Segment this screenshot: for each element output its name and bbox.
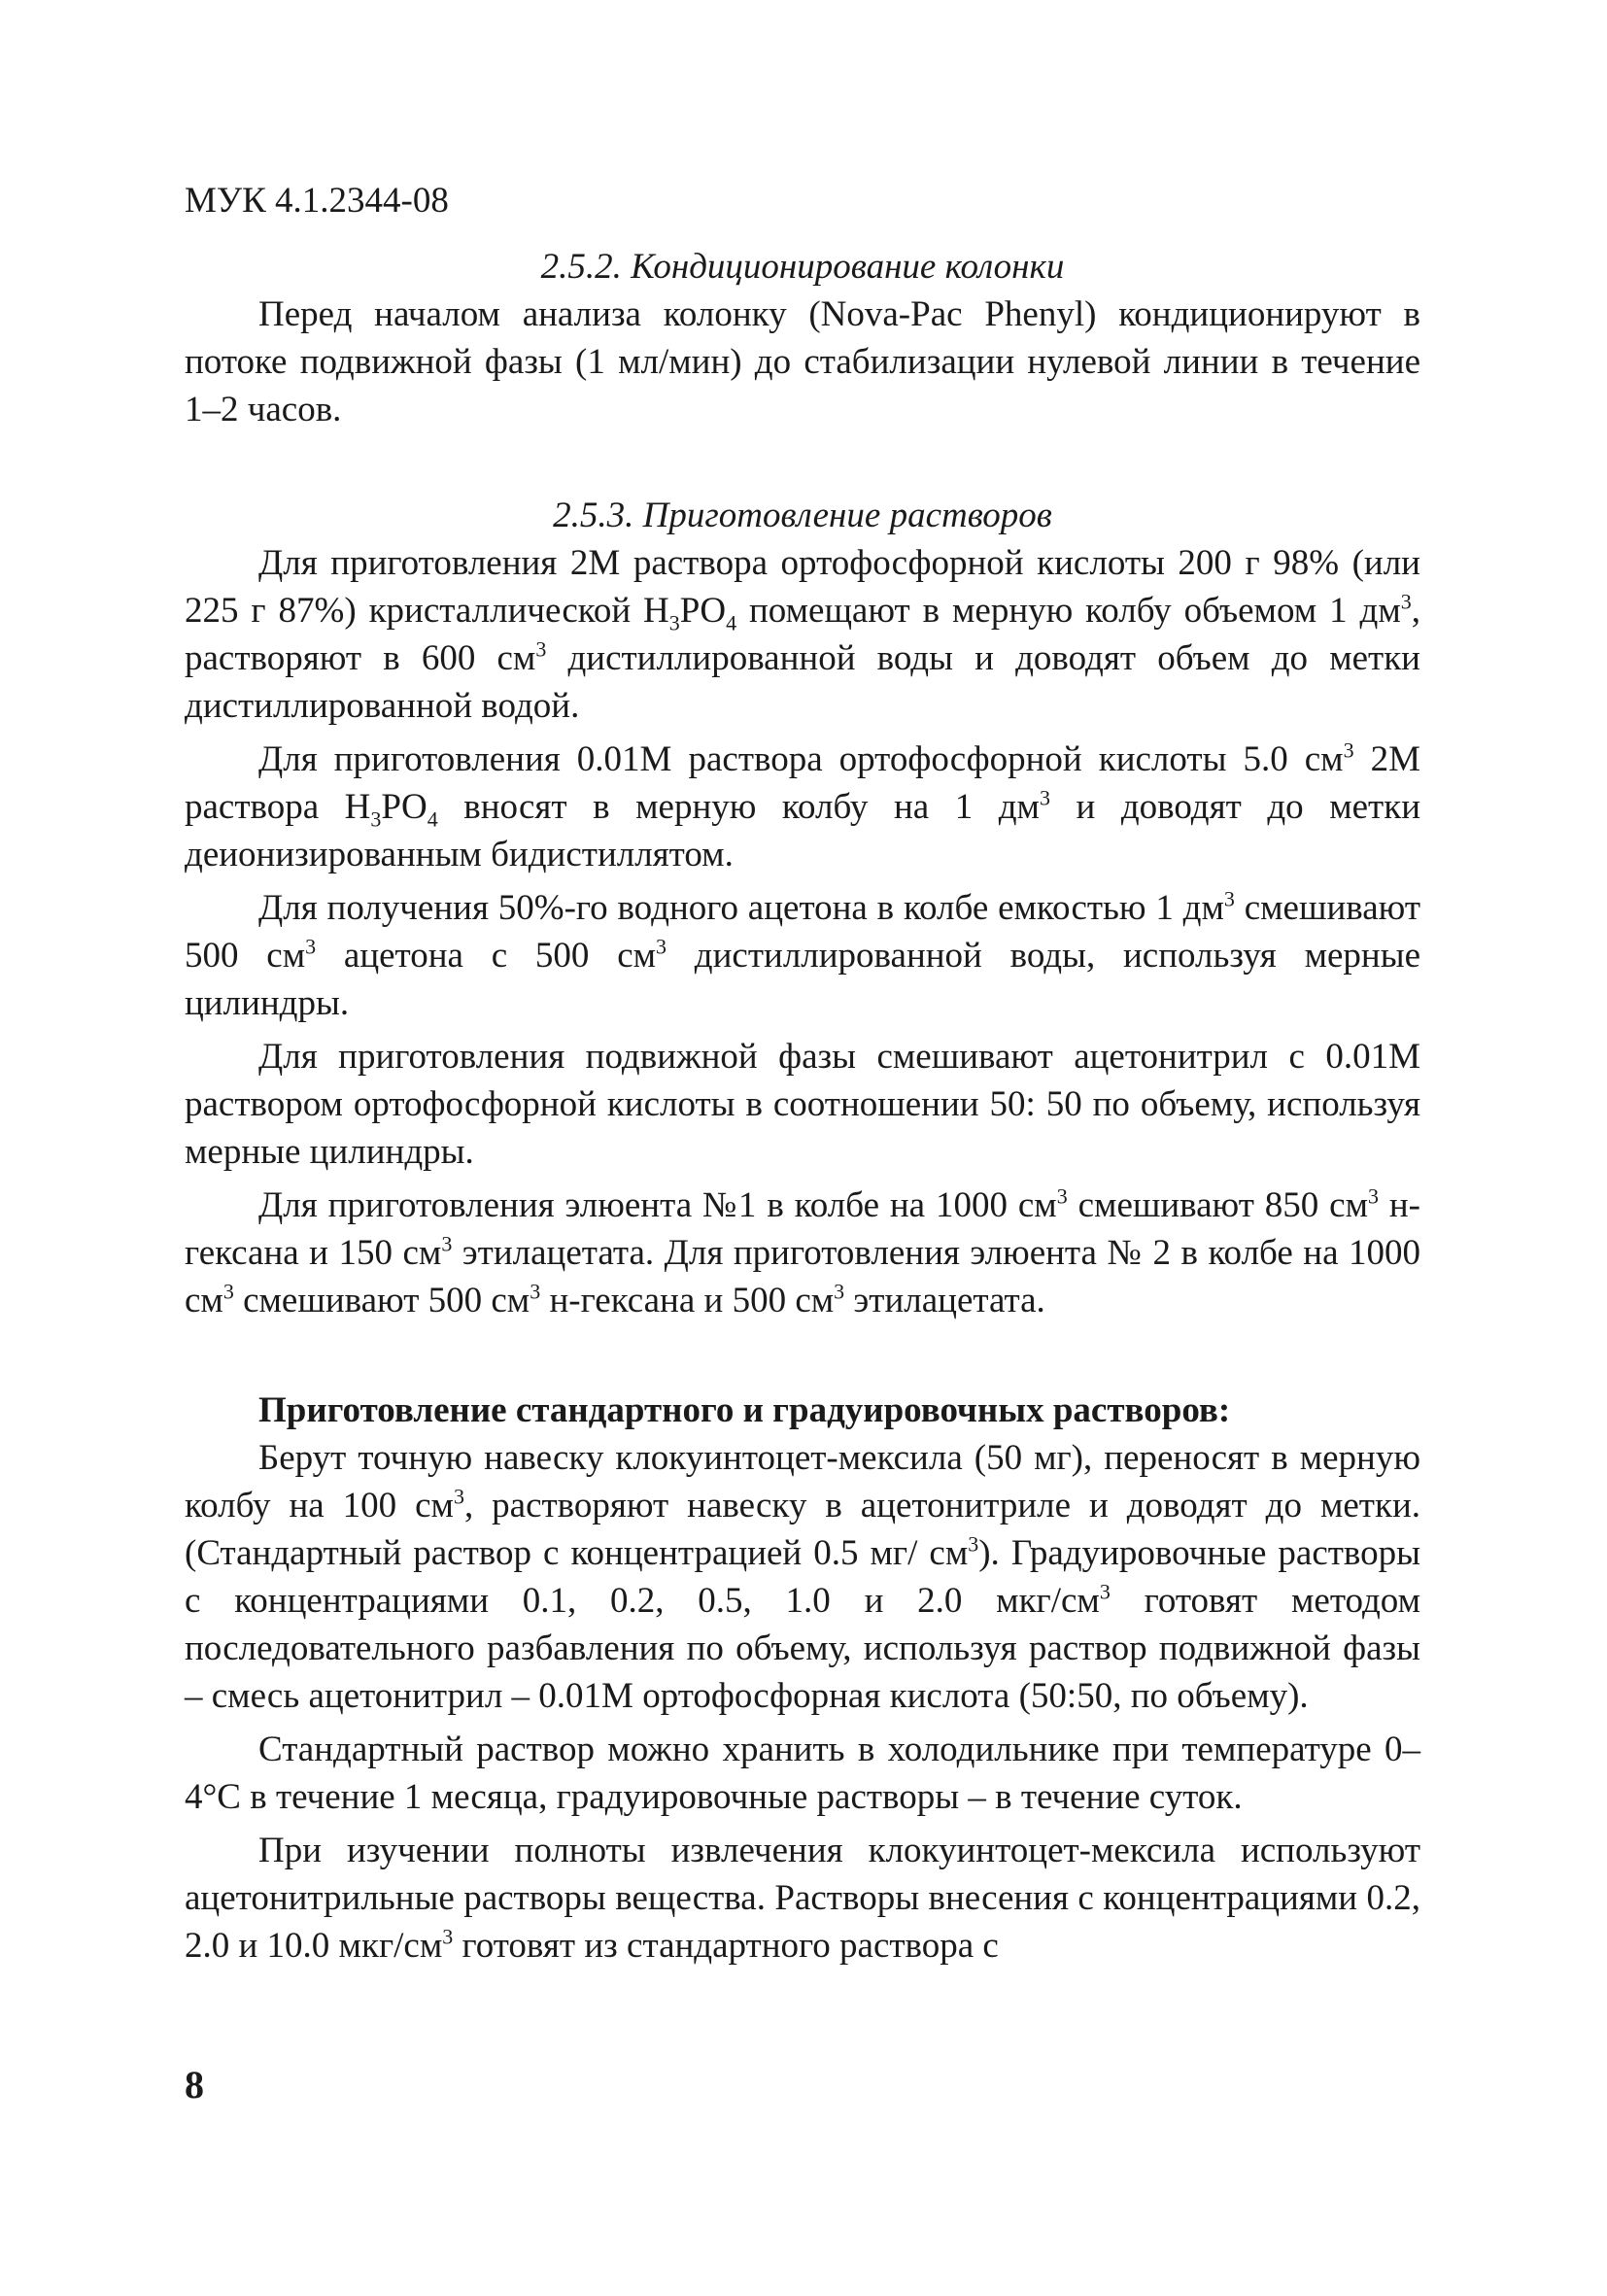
paragraph-2m-acid: Для приготовления 2М раствора ортофосфорной кислоты 200 г 98% (или 225 г 87%) кристаллической $H_3PO_4$ помещают в мерную колбу объемом 1 $дм^3$, растворяют в 600 $см^3$ дистиллированной воды и доводят объем до метки дистиллированной водой. [185, 543, 1420, 726]
document-body [185, 243, 1420, 1970]
paragraph-storage: Стандартный раствор можно хранить в холодильнике при температуре 0–4°С в течение 1 месяца, градуировочные растворы – в течение суток. [185, 1730, 1420, 1817]
paragraph-standard-solution: Берут точную навеску клокуинтоцет-мексила (50 мг), переносят в мерную колбу на 100 $см^3$, растворяют навеску в ацетонитриле и доводят до метки. (Стандартный раствор с концентрацией 0.5 мг/ $см^3$). Градуировочные растворы с концентрациями 0.1, 0.2, 0.5, 1.0 и 2.0 мкг/$см^3$ готовят методом последовательного разбавления по объему, используя раствор подвижной фазы – смесь ацетонитрил – 0.01М ортофосфорная кислота (50:50, по объему). [185, 1438, 1420, 1716]
paragraph-mobile-phase: Для приготовления подвижной фазы смешивают ацетонитрил с 0.01М раствором ортофосфорной кислоты в соотношении 50: 50 по объему, используя мерные цилиндры. [185, 1037, 1420, 1172]
paragraph-acetone: Для получения 50%-го водного ацетона в колбе емкостью 1 $дм^3$ смешивают 500 $см^3$ ацетона с 500 $см^3$ дистиллированной воды, используя мерные цилиндры. [185, 886, 1420, 1023]
paragraph-conditioning: Перед началом анализа колонку (Nova-Pac Phenyl) кондиционируют в потоке подвижной фазы (1 мл/мин) до стабилизации нулевой линии в течение 1–2 часов. [185, 294, 1420, 429]
paragraph-recovery: При изучении полноты извлечения клокуинтоцет-мексила используют ацетонитрильные растворы вещества. Растворы внесения с концентрациями 0.2, 2.0 и 10.0 мкг/$см^3$ готовят из стандартного раствора с [185, 1831, 1420, 1966]
section-heading-standards: Приготовление стандартного и градуировочных растворов: [258, 1390, 1231, 1430]
section-heading-2-5-2: 2.5.2. Кондиционирование колонки [540, 247, 1065, 287]
paragraph-001m-acid: Для приготовления 0.01М раствора ортофосфорной кислоты 5.0 $см^3$ 2М раствора $H_3PO_4$ вносят в мерную колбу на 1 $дм^3$ и доводят до метки деионизированным бидистиллятом. [185, 737, 1420, 874]
document-header: МУК 4.1.2344-08 [185, 181, 449, 221]
section-heading-2-5-3: 2.5.3. Приготовление растворов [553, 496, 1052, 535]
page-number: 8 [185, 2063, 204, 2107]
paragraph-eluents: Для приготовления элюента №1 в колбе на 1000 $см^3$ смешивают 850 $см^3$ н-гексана и 150 $см^3$ этилацетата. Для приготовления элюента № 2 в колбе на 1000 $см^3$ смешивают 500 $см^3$ н-гексана и 500 $см^3$ этилацетата. [185, 1183, 1421, 1320]
